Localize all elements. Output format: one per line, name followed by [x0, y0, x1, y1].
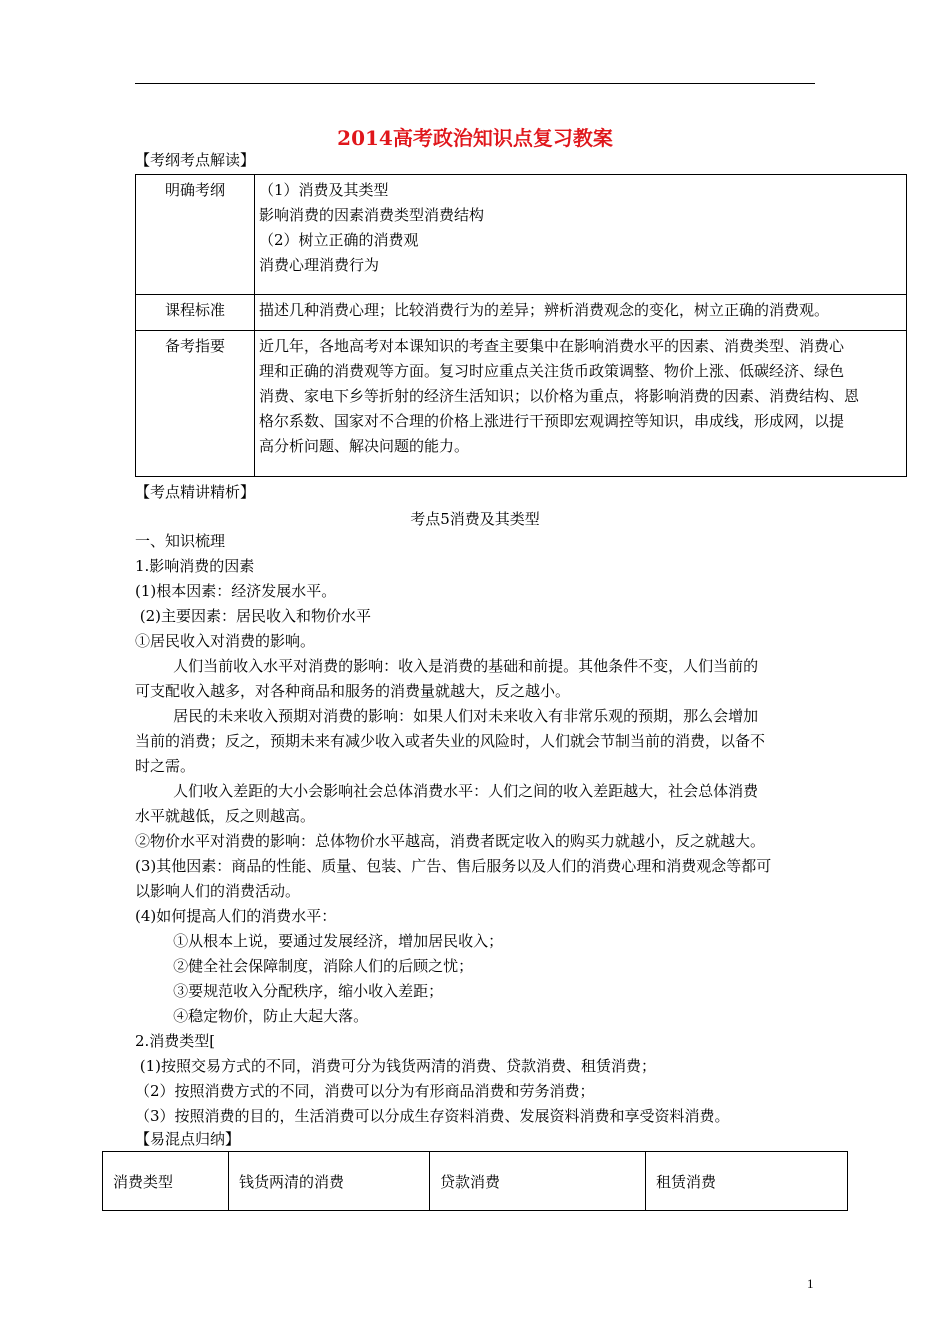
body-line: ③要规范收入分配秩序，缩小收入差距； — [135, 982, 444, 1000]
body-line: （3）按照消费的目的，生活消费可以分成生存资料消费、发展资料消费和享受资料消费。 — [135, 1107, 730, 1125]
body-line: 水平就越低，反之则越高。 — [135, 807, 316, 825]
body-text — [135, 529, 825, 1129]
body-line: (3)其他因素：商品的性能、质量、包装、广告、售后服务以及人们的消费心理和消费观念等都可 — [135, 857, 772, 875]
page-number: 1 — [807, 1276, 814, 1291]
consumption-type-table — [102, 1151, 848, 1211]
table-row — [103, 1152, 848, 1211]
body-line: 1.影响消费的因素 — [135, 557, 255, 575]
body-line: 人们当前收入水平对消费的影响：收入是消费的基础和前提。其他条件不变，人们当前的 — [135, 657, 759, 675]
table-cell: 贷款消费 — [430, 1152, 646, 1211]
row-content — [255, 175, 907, 295]
header-rule — [135, 83, 815, 84]
content-line: 高分析问题、解决问题的能力。 — [259, 437, 470, 455]
kaodian-title: 考点5消费及其类型 — [410, 510, 540, 528]
content-line: 影响消费的因素消费类型消费结构 — [259, 206, 485, 224]
row-content — [255, 331, 907, 477]
row-header: 明确考纲 — [136, 175, 255, 295]
table-row — [136, 331, 907, 477]
content-line: 格尔系数、国家对不合理的价格上涨进行干预即宏观调控等知识，串成线，形成网，以提 — [259, 412, 845, 430]
table-cell: 消费类型 — [103, 1152, 229, 1211]
body-line: ②物价水平对消费的影响：总体物价水平越高，消费者既定收入的购买力就越小，反之就越大。 — [135, 832, 766, 850]
section-heading-analysis: 【考点精讲精析】 — [135, 483, 256, 501]
content-line: （1）消费及其类型 — [259, 181, 389, 199]
section-heading-confusion: 【易混点归纳】 — [135, 1130, 241, 1148]
body-line: （2）按照消费方式的不同，消费可以分为有形商品消费和劳务消费； — [135, 1082, 595, 1100]
content-line: 理和正确的消费观等方面。复习时应重点关注货币政策调整、物价上涨、低碳经济、绿色 — [259, 362, 845, 380]
body-line: 当前的消费；反之，预期未来有减少收入或者失业的风险时，人们就会节制当前的消费，以备不 — [135, 732, 766, 750]
body-line: (1)按照交易方式的不同，消费可分为钱货两清的消费、贷款消费、租赁消费； — [135, 1057, 657, 1075]
content-line: 消费心理消费行为 — [259, 256, 380, 274]
table-row — [136, 295, 907, 331]
row-content: 描述几种消费心理；比较消费行为的差异；辨析消费观念的变化，树立正确的消费观。 — [255, 295, 907, 331]
body-line: 可支配收入越多，对各种商品和服务的消费量就越大，反之越小。 — [135, 682, 571, 700]
body-line: ②健全社会保障制度，消除人们的后顾之忧； — [135, 957, 474, 975]
body-line: 人们收入差距的大小会影响社会总体消费水平：人们之间的收入差距越大，社会总体消费 — [135, 782, 759, 800]
body-line: ④稳定物价，防止大起大落。 — [135, 1007, 369, 1025]
body-line: ①从根本上说，要通过发展经济，增加居民收入； — [135, 932, 504, 950]
row-header: 课程标准 — [136, 295, 255, 331]
body-line: 时之需。 — [135, 757, 196, 775]
outline-table — [135, 174, 907, 477]
table-cell: 租赁消费 — [646, 1152, 848, 1211]
body-line: (2)主要因素：居民收入和物价水平 — [135, 607, 372, 625]
body-line: (4)如何提高人们的消费水平： — [135, 907, 337, 925]
content-line: 近几年，各地高考对本课知识的考查主要集中在影响消费水平的因素、消费类型、消费心 — [259, 337, 845, 355]
body-line: (1)根本因素：经济发展水平。 — [135, 582, 337, 600]
document-title: 2014高考政治知识点复习教案 — [337, 126, 613, 150]
row-header: 备考指要 — [136, 331, 255, 477]
body-line: 以影响人们的消费活动。 — [135, 882, 301, 900]
body-line: 2.消费类型[ — [135, 1032, 216, 1050]
content-line: （2）树立正确的消费观 — [259, 231, 419, 249]
section-heading-outline: 【考纲考点解读】 — [135, 151, 256, 169]
body-line: 居民的未来收入预期对消费的影响：如果人们对未来收入有非常乐观的预期，那么会增加 — [135, 707, 759, 725]
body-line: 一、知识梳理 — [135, 532, 226, 550]
body-line: ①居民收入对消费的影响。 — [135, 632, 316, 650]
table-cell: 钱货两清的消费 — [229, 1152, 430, 1211]
table-row — [136, 175, 907, 295]
content-line: 消费、家电下乡等折射的经济生活知识；以价格为重点，将影响消费的因素、消费结构、恩 — [259, 387, 860, 405]
